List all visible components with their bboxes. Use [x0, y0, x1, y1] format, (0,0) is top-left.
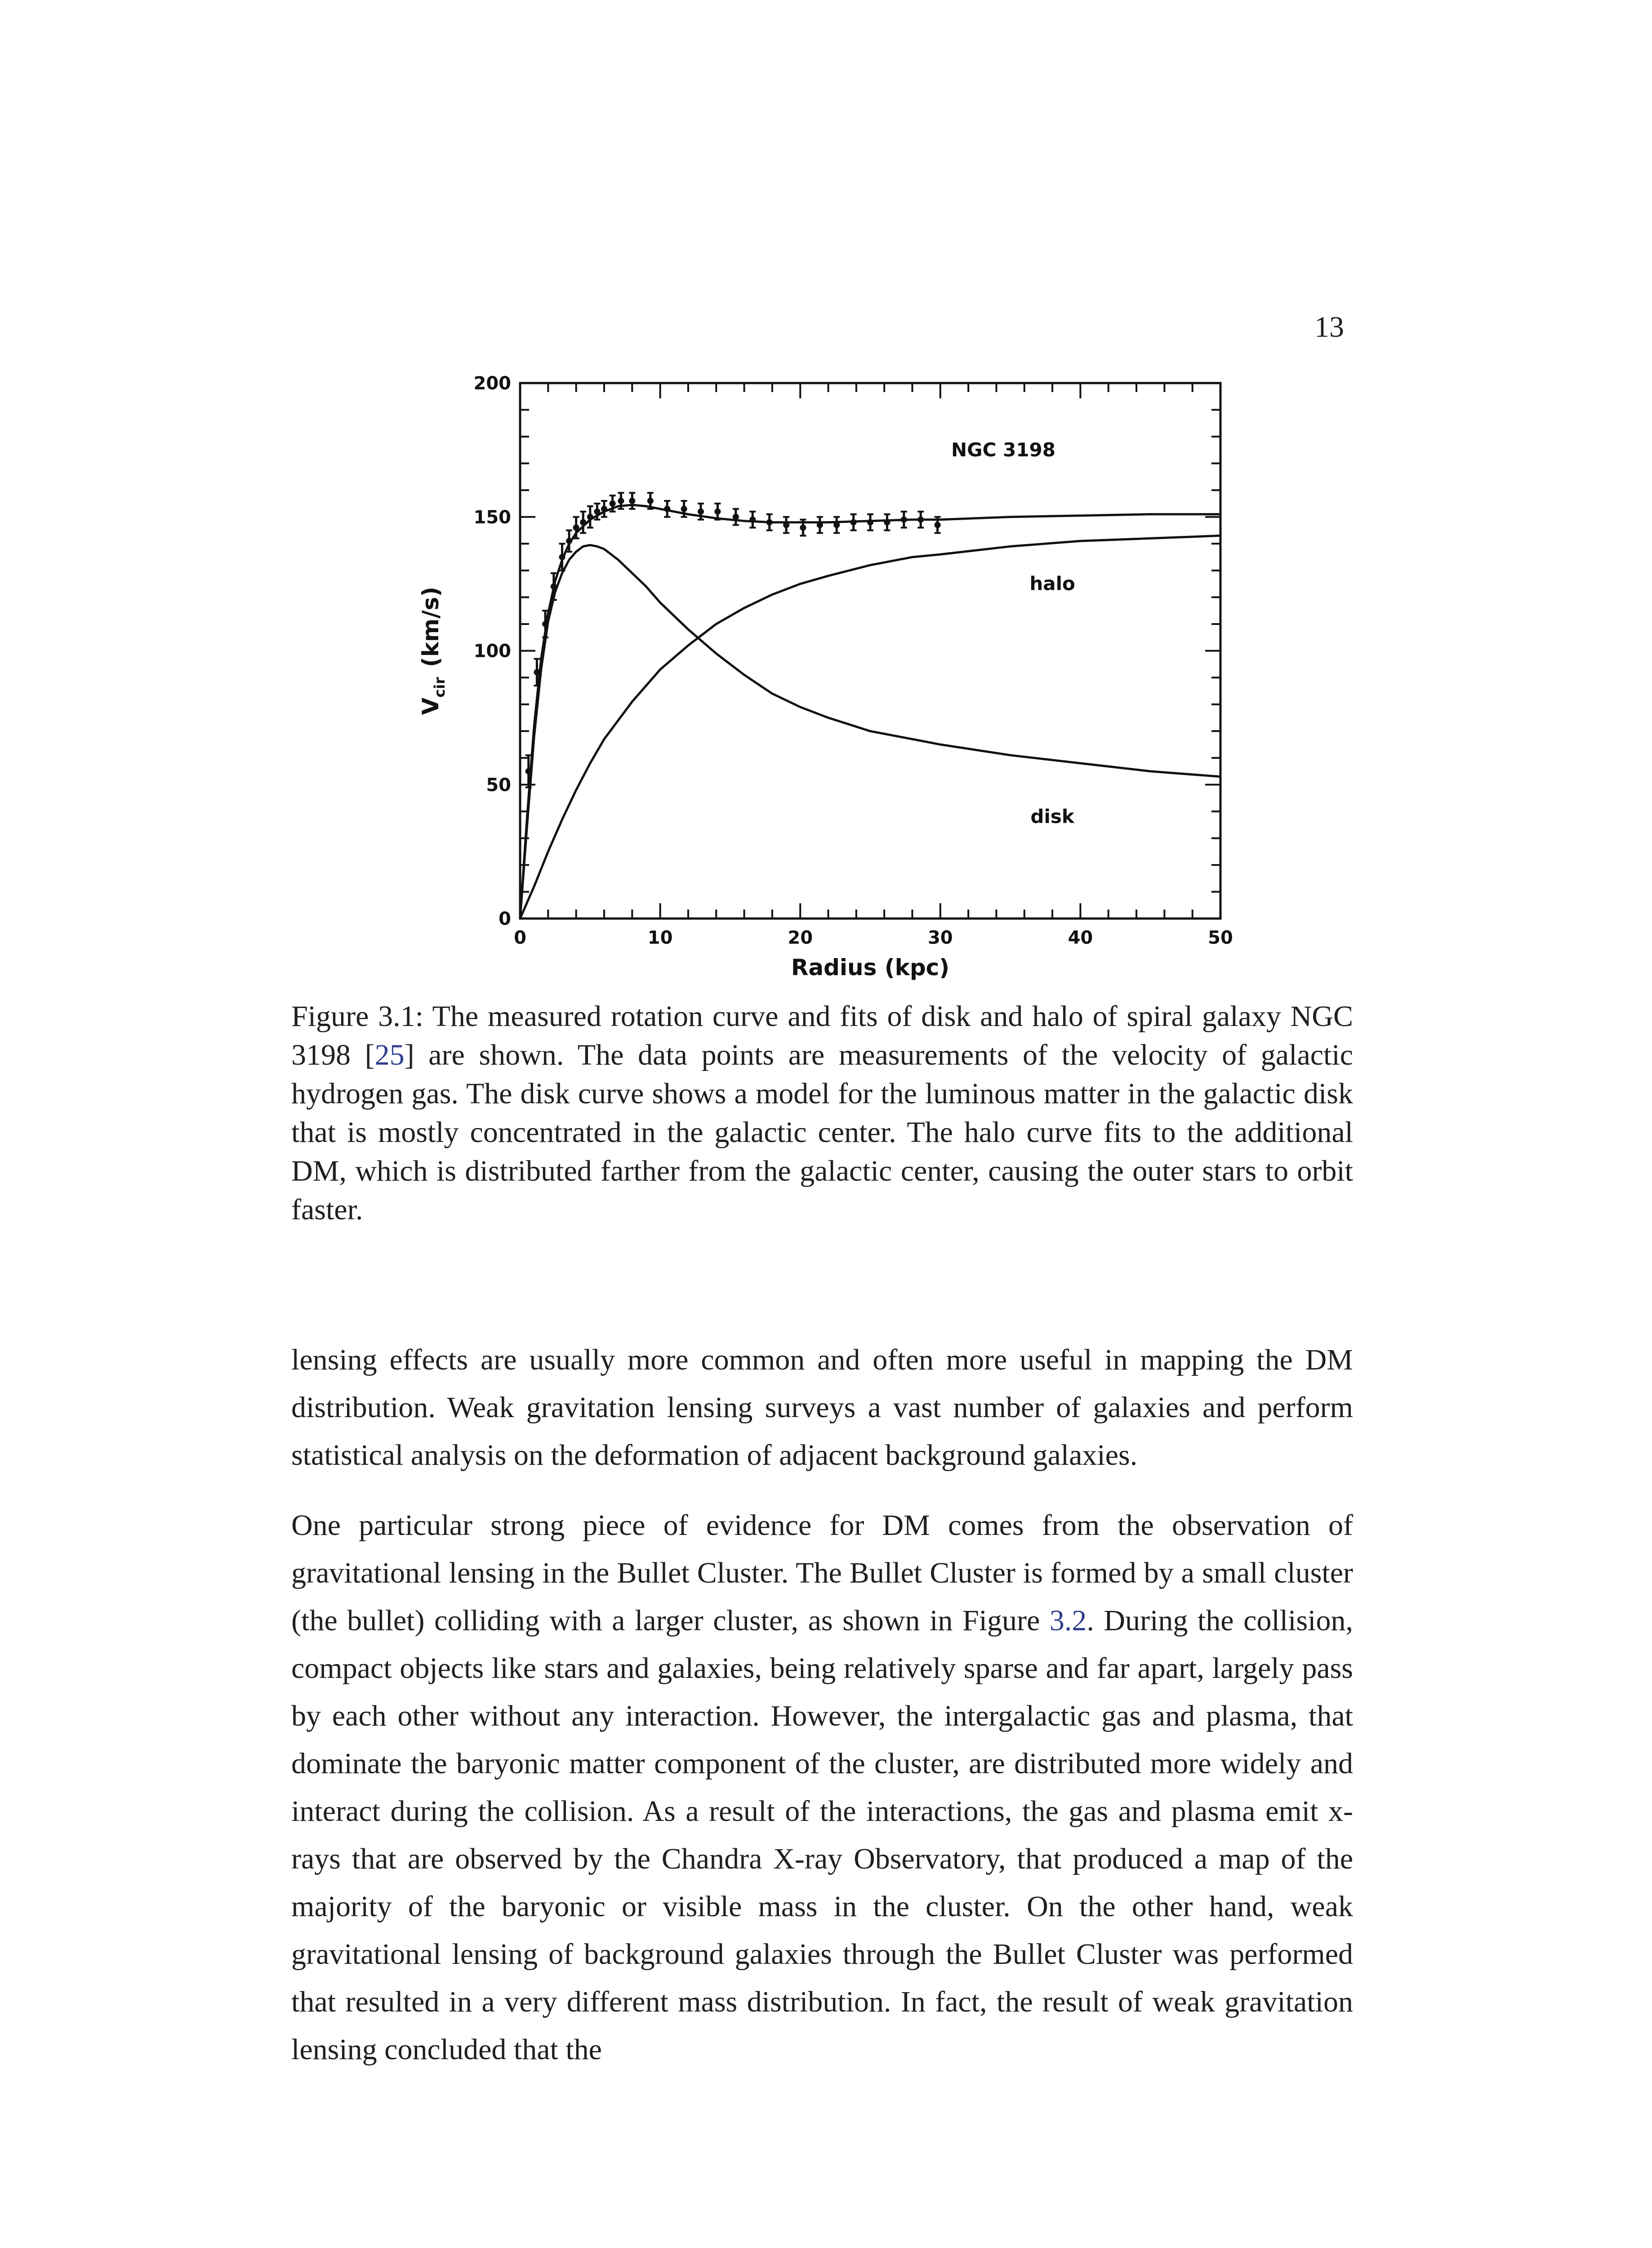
data-point [800, 525, 806, 531]
body-text [291, 1336, 1353, 2096]
data-point [587, 514, 593, 520]
y-tick-label: 100 [473, 641, 511, 662]
data-point [714, 508, 721, 515]
x-tick-label: 40 [1068, 928, 1093, 948]
data-point [551, 584, 557, 590]
data-point [766, 519, 773, 526]
data-point [647, 498, 654, 504]
plot-frame [520, 383, 1220, 919]
page-number: 13 [1314, 311, 1344, 343]
y-axis-unit: (km/s) [418, 586, 444, 667]
caption-tail: ] are shown. The data points are measurements of the velocity of galactic hydrogen gas. The disk curve shows a model for the luminous matter in the galactic disk that is mostly concentrated in the galactic center. The halo curve fits to the additional DM, which is distributed farther from the galactic center, causing the outer stars to orbit faster. [291, 1039, 1353, 1226]
data-point [610, 500, 616, 507]
data-point [733, 514, 739, 520]
series-halo-line [520, 535, 1220, 919]
y-tick-label: 150 [473, 507, 511, 528]
data-point [542, 621, 548, 627]
data-point [850, 519, 857, 526]
series-halo-label: halo [1029, 572, 1075, 595]
x-tick-label: 20 [788, 928, 813, 948]
y-axis-subscript: cir [431, 677, 448, 698]
chart-curves [520, 505, 1220, 919]
data-point [618, 498, 624, 504]
data-point [884, 519, 890, 526]
data-point [698, 508, 704, 515]
rotation-curve-chart [387, 342, 1286, 980]
x-tick-label: 30 [927, 928, 953, 948]
data-point [559, 554, 565, 560]
data-point [525, 768, 532, 774]
data-point [601, 506, 607, 512]
data-point [935, 522, 941, 528]
caption-citation-link[interactable]: 25 [374, 1039, 405, 1071]
chart-title: NGC 3198 [951, 438, 1056, 461]
series-disk-line [520, 545, 1220, 919]
data-point [817, 522, 823, 528]
data-point [594, 508, 600, 515]
data-point [681, 506, 687, 512]
x-tick-label: 50 [1208, 928, 1233, 948]
x-tick-label: 0 [514, 928, 526, 948]
data-point [749, 517, 756, 523]
x-axis-title: Radius (kpc) [791, 955, 950, 980]
data-point [917, 517, 924, 523]
data-point [783, 522, 789, 528]
data-point [580, 519, 586, 526]
y-tick-label: 50 [486, 775, 511, 796]
paragraph-2-tail: . During the collision, compact objects like stars and galaxies, being relatively sparse and far apart, largely pass by each other without any interaction. However, the intergalactic gas and plasma, that dominate the baryonic matter component of the cluster, are distributed more widely and interact during the collision. As a result of the interactions, the gas and plasma emit x-rays that are observed by the Chandra X-ray Observatory, that produced a map of the majority of the baryonic or visible mass in the cluster. On the other hand, weak gravitational lensing of background galaxies through the Bullet Cluster was performed that resulted in a very different mass distribution. In fact, the result of weak gravitation lensing concluded that the [291, 1604, 1353, 2066]
data-point [629, 498, 635, 504]
figure-reference-link[interactable]: 3.2 [1049, 1604, 1087, 1637]
data-point [901, 517, 907, 523]
rotation-curve-figure [387, 342, 1286, 980]
data-point [573, 525, 579, 531]
data-point [867, 519, 873, 526]
figure-caption [291, 997, 1353, 1229]
data-point [833, 522, 840, 528]
paragraph-2 [291, 1502, 1353, 2074]
chart-points [525, 493, 941, 787]
paragraph-1: lensing effects are usually more common and often more useful in mapping the DM distribution. Weak gravitation lensing surveys a vast number of galaxies and perform statistical analysis on the deformation of adjacent background galaxies. [291, 1343, 1353, 1472]
data-point [664, 506, 670, 512]
chart-ticks [520, 383, 1220, 919]
caption-lead: Figure 3.1: The measured rotation curve and fits of disk and halo of spiral galaxy NGC 3198 [ [291, 1000, 1353, 1071]
data-point [566, 538, 572, 544]
x-tick-label: 10 [647, 928, 673, 948]
series-disk-label: disk [1030, 805, 1074, 828]
y-axis-title [418, 587, 448, 715]
y-tick-label: 200 [473, 373, 511, 394]
y-tick-label: 0 [499, 909, 511, 929]
paragraph-2-lead: One particular strong piece of evidence for DM comes from the observation of gravitational lensing in the Bullet Cluster. The Bullet Cluster is formed by a small cluster (the bullet) colliding with a larger cluster, as shown in Figure [291, 1509, 1353, 1637]
y-axis-symbol: V [418, 697, 444, 715]
data-point [534, 669, 540, 675]
